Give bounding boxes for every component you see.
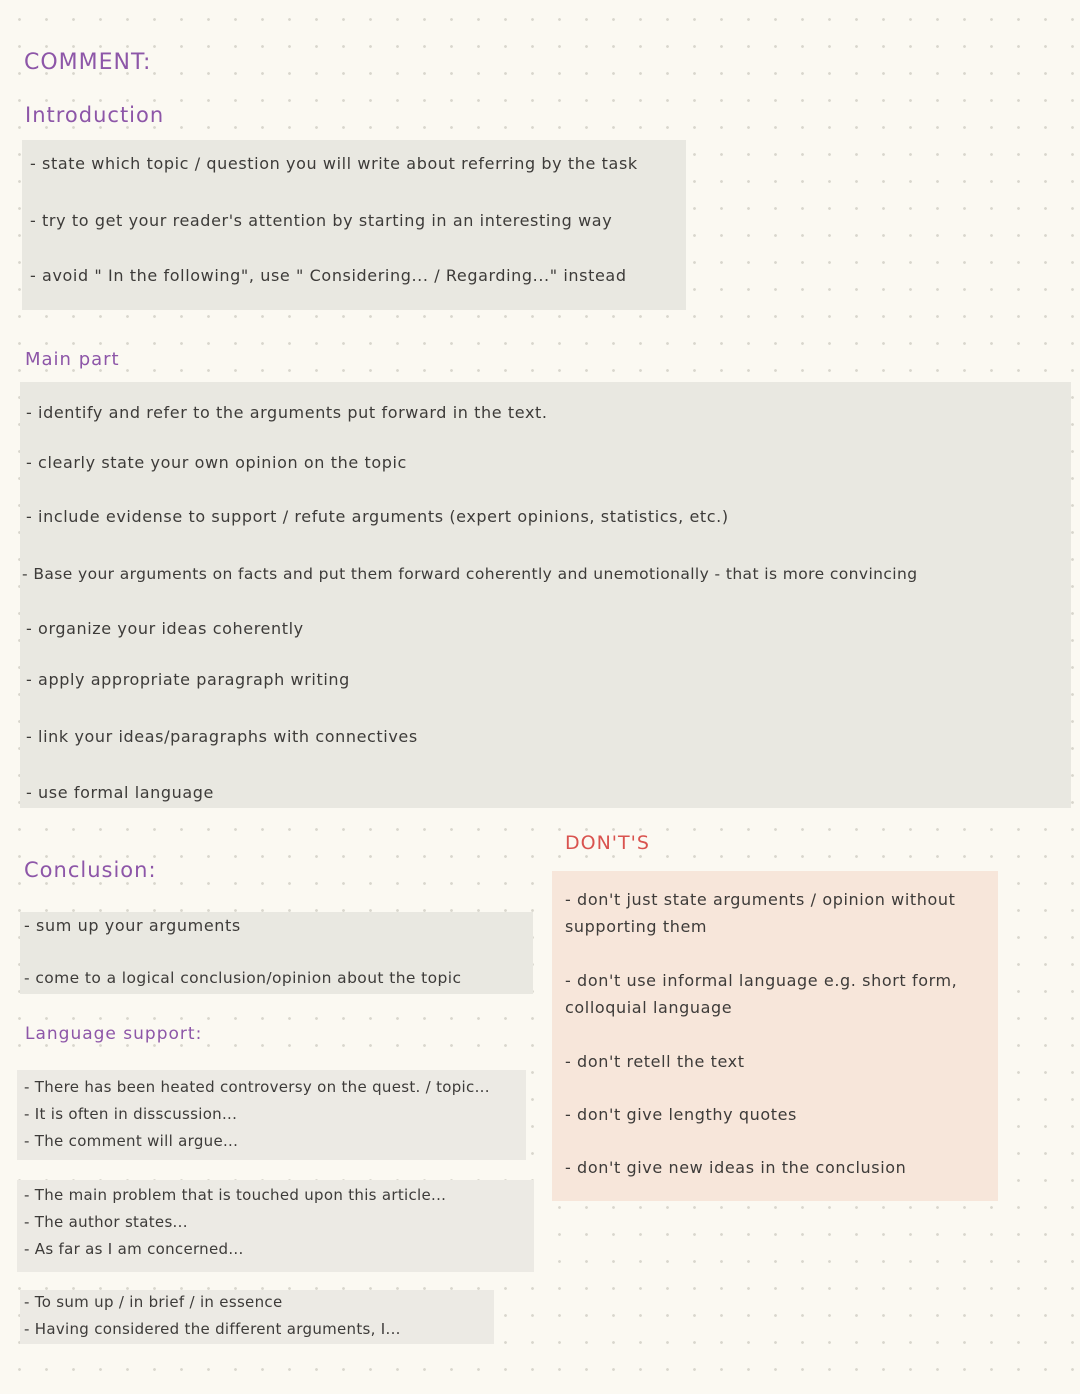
page-title: COMMENT: xyxy=(24,50,152,75)
phrase-item: - To sum up / in brief / in essence xyxy=(24,1293,283,1311)
phrase-item: - As far as I am concerned... xyxy=(24,1240,244,1258)
conclusion-item: - come to a logical conclusion/opinion about the topic xyxy=(24,969,462,987)
main-part-item: - apply appropriate paragraph writing xyxy=(26,670,350,689)
introduction-heading: Introduction xyxy=(25,103,165,127)
phrase-item: - The author states... xyxy=(24,1213,188,1231)
conclusion-item: - sum up your arguments xyxy=(24,916,241,935)
phrase-item: - Having considered the different arguments, I... xyxy=(24,1320,401,1338)
main-part-item: - use formal language xyxy=(26,783,214,802)
introduction-item: - state which topic / question you will write about referring by the task xyxy=(30,154,638,173)
main-part-item: - Base your arguments on facts and put them forward coherently and unemotionally - that is more convincing xyxy=(22,565,918,583)
phrase-item: - The main problem that is touched upon this article... xyxy=(24,1186,447,1204)
main-part-item: - link your ideas/paragraphs with connectives xyxy=(26,727,418,746)
main-part-item: - include evidense to support / refute arguments (expert opinions, statistics, etc.) xyxy=(26,507,729,526)
donts-heading: DON'T'S xyxy=(565,832,650,854)
phrase-item: - The comment will argue... xyxy=(24,1132,239,1150)
language-support-heading: Language support: xyxy=(25,1024,203,1044)
donts-item: - don't use informal language e.g. short form, colloquial language xyxy=(565,971,958,1017)
introduction-item: - try to get your reader's attention by starting in an interesting way xyxy=(30,211,613,230)
donts-item: - don't just state arguments / opinion without supporting them xyxy=(565,890,956,936)
donts-item: - don't give new ideas in the conclusion xyxy=(565,1158,907,1177)
introduction-item: - avoid " In the following", use " Considering... / Regarding..." instead xyxy=(30,266,627,285)
donts-item: - don't give lengthy quotes xyxy=(565,1105,797,1124)
conclusion-heading: Conclusion: xyxy=(24,858,157,882)
donts-item: - don't retell the text xyxy=(565,1052,745,1071)
main-part-heading: Main part xyxy=(25,349,120,370)
main-part-item: - clearly state your own opinion on the topic xyxy=(26,453,407,472)
main-part-item: - organize your ideas coherently xyxy=(26,619,304,638)
main-part-item: - identify and refer to the arguments put forward in the text. xyxy=(26,403,548,422)
phrase-item: - It is often in disscussion... xyxy=(24,1105,238,1123)
phrase-item: - There has been heated controversy on the quest. / topic... xyxy=(24,1078,490,1096)
